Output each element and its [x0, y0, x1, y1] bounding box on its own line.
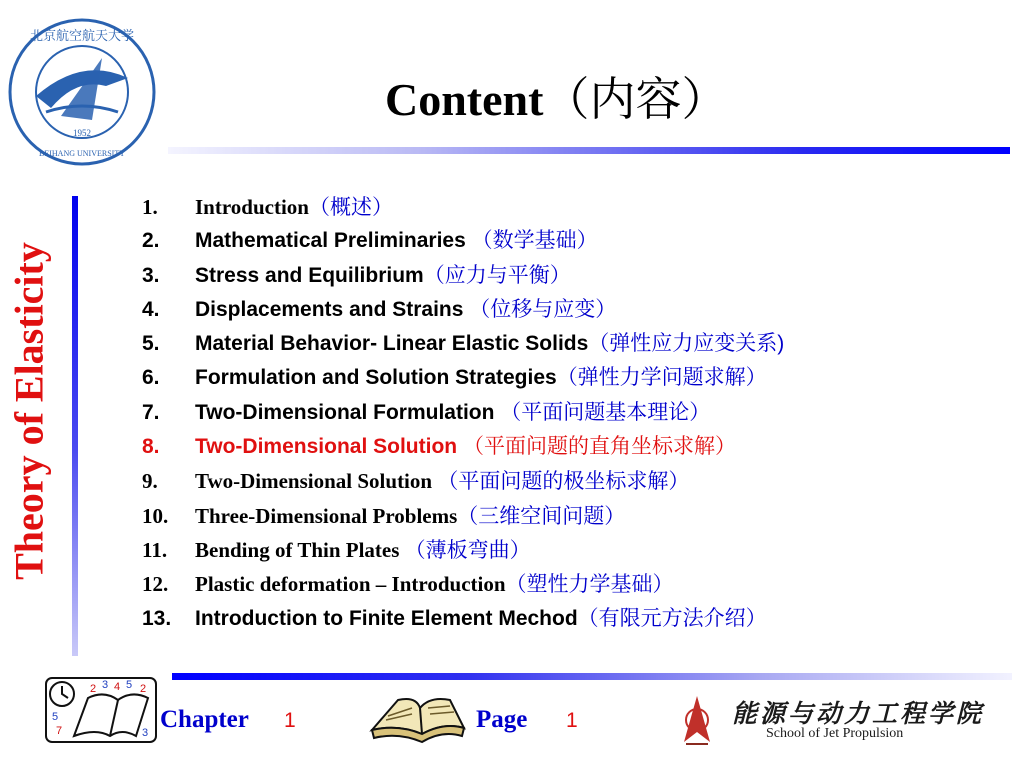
toc-number: 11. [142, 537, 168, 562]
logo-text-en: BEIHANG UNIVERSITY [39, 149, 125, 158]
school-logo-icon [676, 692, 718, 748]
svg-text:3: 3 [102, 679, 109, 691]
open-book-icon [368, 690, 468, 748]
toc-title-cn: （有限元方法介绍） [577, 606, 767, 630]
sidebar [4, 196, 54, 626]
toc-number: 7. [142, 400, 160, 424]
toc-title: Two-Dimensional Solution [195, 469, 433, 494]
toc-title-cn: （弹性应力应变关系) [588, 332, 785, 356]
toc-title-cn: （数学基础） [471, 229, 598, 253]
toc-number: 5. [142, 332, 160, 356]
svg-text:7: 7 [56, 725, 63, 737]
page-title-cn: （内容） [543, 74, 728, 125]
school-name-en: School of Jet Propulsion [766, 726, 904, 741]
toc-title-cn: （平面问题基本理论） [500, 400, 711, 424]
toc-title: Three-Dimensional Problems [195, 503, 458, 528]
toc-number: 10. [142, 503, 169, 528]
toc-title: Introduction to Finite Element Mechod [195, 606, 578, 630]
page-number: 1 [566, 709, 578, 732]
side-divider [72, 196, 78, 656]
toc-number: 1. [142, 195, 158, 219]
toc-title-cn: （位移与应变） [469, 297, 617, 321]
toc-title: Two-Dimensional Formulation [195, 400, 495, 424]
svg-text:5: 5 [126, 679, 133, 691]
svg-text:2: 2 [90, 683, 97, 695]
toc-title-cn: （三维空间问题） [457, 503, 626, 528]
sidebar-title: Theory of Elasticity [6, 242, 52, 580]
page-title [385, 72, 727, 128]
toc-title: Material Behavior- Linear Elastic Solids [195, 332, 589, 356]
svg-text:2: 2 [140, 683, 147, 695]
page-label: Page [476, 706, 528, 733]
toc-number: 3. [142, 263, 160, 287]
toc-number: 6. [142, 366, 160, 390]
toc-number: 2. [142, 229, 160, 253]
toc-title: Bending of Thin Plates [195, 537, 400, 562]
university-logo-icon [6, 16, 158, 168]
toc-number: 8. [142, 435, 160, 459]
toc-number: 9. [142, 469, 158, 494]
toc-title: Displacements and Strains [195, 297, 464, 321]
toc-title-cn: （弹性力学问题求解） [556, 366, 767, 390]
toc-title-cn: （平面问题的直角坐标求解） [462, 435, 736, 459]
toc-title-cn: （概述） [308, 195, 393, 219]
svg-text:4: 4 [114, 681, 121, 693]
toc-number: 13. [142, 606, 172, 630]
chapter-number: 1 [284, 709, 296, 732]
toc-title-cn: （塑性力学基础） [505, 572, 674, 597]
toc-title-cn: （平面问题的极坐标求解） [437, 469, 690, 494]
toc-title: Formulation and Solution Strategies [195, 366, 557, 390]
toc-title: Two-Dimensional Solution [195, 435, 458, 459]
toc-title: Introduction [195, 195, 309, 219]
school-name-cn: 能源与动力工程学院 [732, 699, 985, 728]
toc-number: 4. [142, 297, 160, 321]
toc-title-cn: （应力与平衡） [423, 263, 571, 287]
svg-text:5: 5 [52, 711, 59, 723]
toc-title: Mathematical Preliminaries [195, 229, 466, 253]
toc-title: Stress and Equilibrium [195, 263, 424, 287]
logo-text: 北京航空航天大学 [29, 29, 135, 44]
logo-year: 1952 [73, 128, 91, 138]
page-title-en: Content [385, 74, 544, 125]
toc-title: Plastic deformation – Introduction [195, 572, 506, 597]
top-divider [168, 147, 1010, 154]
svg-text:3: 3 [142, 727, 149, 739]
book-clock-icon [44, 676, 158, 744]
toc-title-cn: （薄板弯曲） [404, 537, 531, 562]
chapter-label: Chapter [160, 706, 249, 733]
bottom-divider [172, 673, 1012, 680]
toc-number: 12. [142, 572, 169, 597]
